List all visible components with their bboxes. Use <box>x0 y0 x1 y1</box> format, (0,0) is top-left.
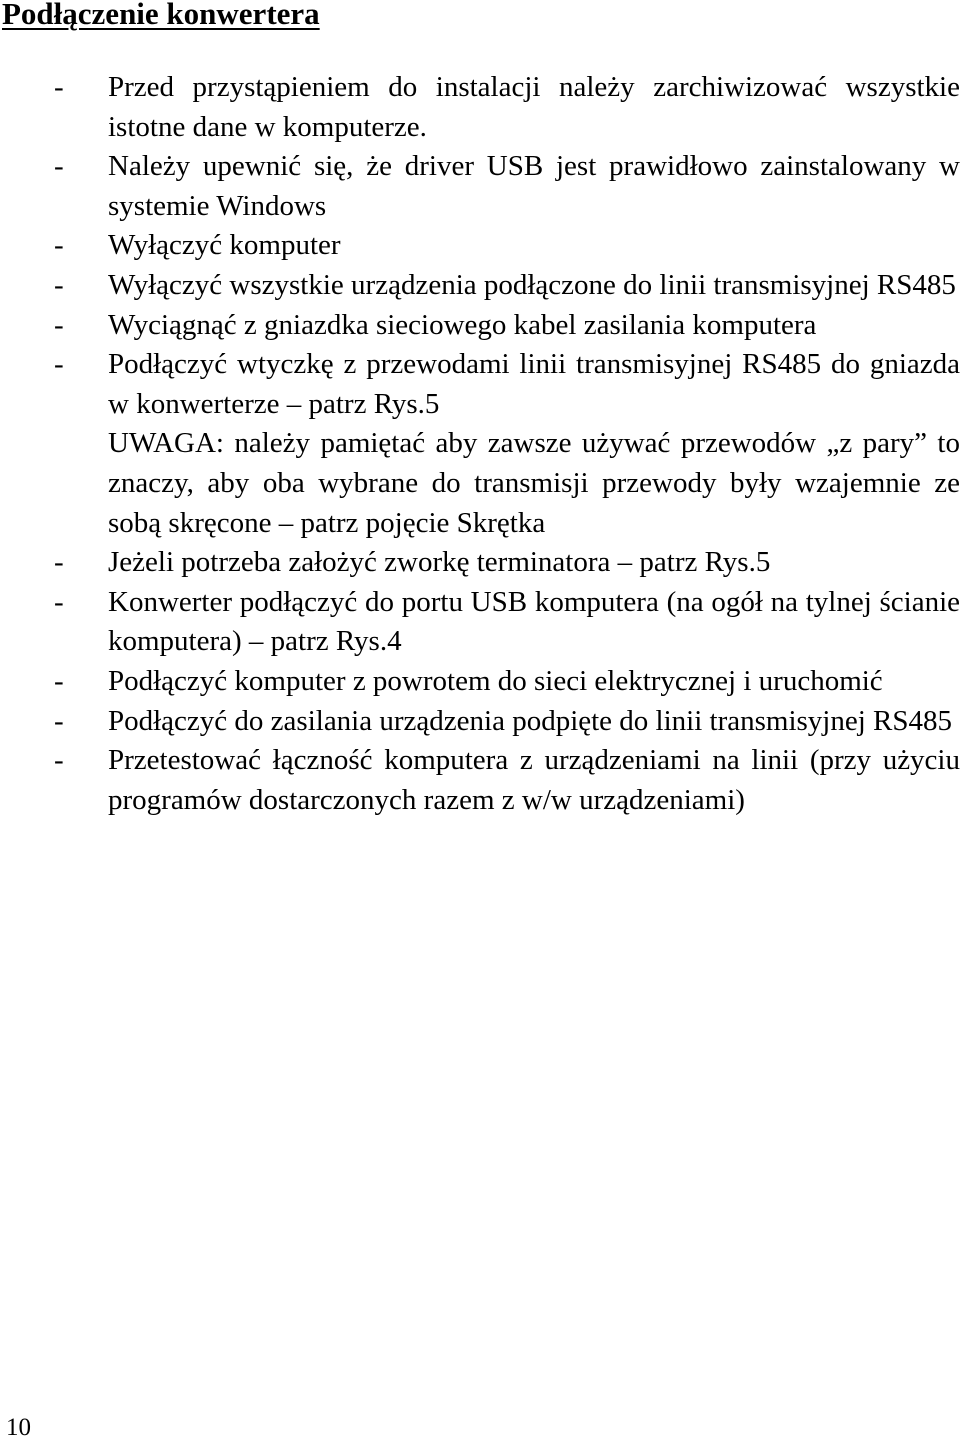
list-item-text: Jeżeli potrzeba założyć zworkę terminatora – patrz Rys.5 <box>108 546 771 579</box>
list-item <box>54 741 960 820</box>
list-item-text: Należy upewnić się, że driver USB jest prawidłowo zainstalowany w systemie Windows <box>108 150 960 222</box>
list-item <box>54 147 960 226</box>
list-item-text: Konwerter podłączyć do portu USB komputera (na ogół na tylnej ścianie komputera) – patrz Rys.4 <box>108 585 960 658</box>
list-item-text: Przetestować łączność komputera z urządzeniami na linii (przy użyciu programów dostarczonych razem z w/w urządzeniami) <box>108 744 960 816</box>
list-item-text: Przed przystąpieniem do instalacji należy zarchiwizować wszystkie istotne dane w komputerze. <box>108 71 960 143</box>
list-item-text: Podłączyć do zasilania urządzenia podpięte do linii transmisyjnej RS485 <box>108 704 953 737</box>
bullet-dash: - <box>54 229 64 262</box>
list-item <box>54 702 960 742</box>
bullet-dash: - <box>54 71 64 103</box>
list-item <box>54 543 960 583</box>
bullet-dash: - <box>54 704 64 737</box>
bullet-dash: - <box>54 585 64 618</box>
bullet-dash: - <box>54 664 64 697</box>
list-item-text: Wyciągnąć z gniazdka sieciowego kabel zasilania komputera <box>108 308 817 341</box>
warning-note: UWAGA: należy pamiętać aby zawsze używać przewodów „z pary” to znaczy, aby oba wybrane do transmisji przewody były wzajemnie ze sobą skręcone – patrz pojęcie Skrętka <box>108 427 960 539</box>
list-item <box>54 662 960 702</box>
list-item <box>54 266 960 306</box>
list-item <box>54 226 960 266</box>
list-item-text: Wyłączyć wszystkie urządzenia podłączone do linii transmisyjnej RS485 <box>108 268 956 301</box>
list-item <box>54 345 960 424</box>
bullet-dash: - <box>54 308 64 341</box>
bullet-dash: - <box>54 150 64 183</box>
bullet-dash: - <box>54 744 64 777</box>
section-title: Podłączenie konwertera <box>2 0 320 31</box>
list-item <box>54 306 960 346</box>
list-item <box>54 68 960 147</box>
bullet-dash: - <box>54 268 64 301</box>
list-item <box>54 583 960 662</box>
bullet-dash: - <box>54 546 64 579</box>
list-item-text: Wyłączyć komputer <box>108 229 341 262</box>
instruction-list <box>54 68 960 820</box>
list-item-text: Podłączyć komputer z powrotem do sieci elektrycznej i uruchomić <box>108 664 883 697</box>
list-item-text: Podłączyć wtyczkę z przewodami linii transmisyjnej RS485 do gniazda w konwerterze – patrz Rys.5 <box>108 348 960 420</box>
page-number: 10 <box>6 1414 31 1441</box>
bullet-dash: - <box>54 348 64 381</box>
